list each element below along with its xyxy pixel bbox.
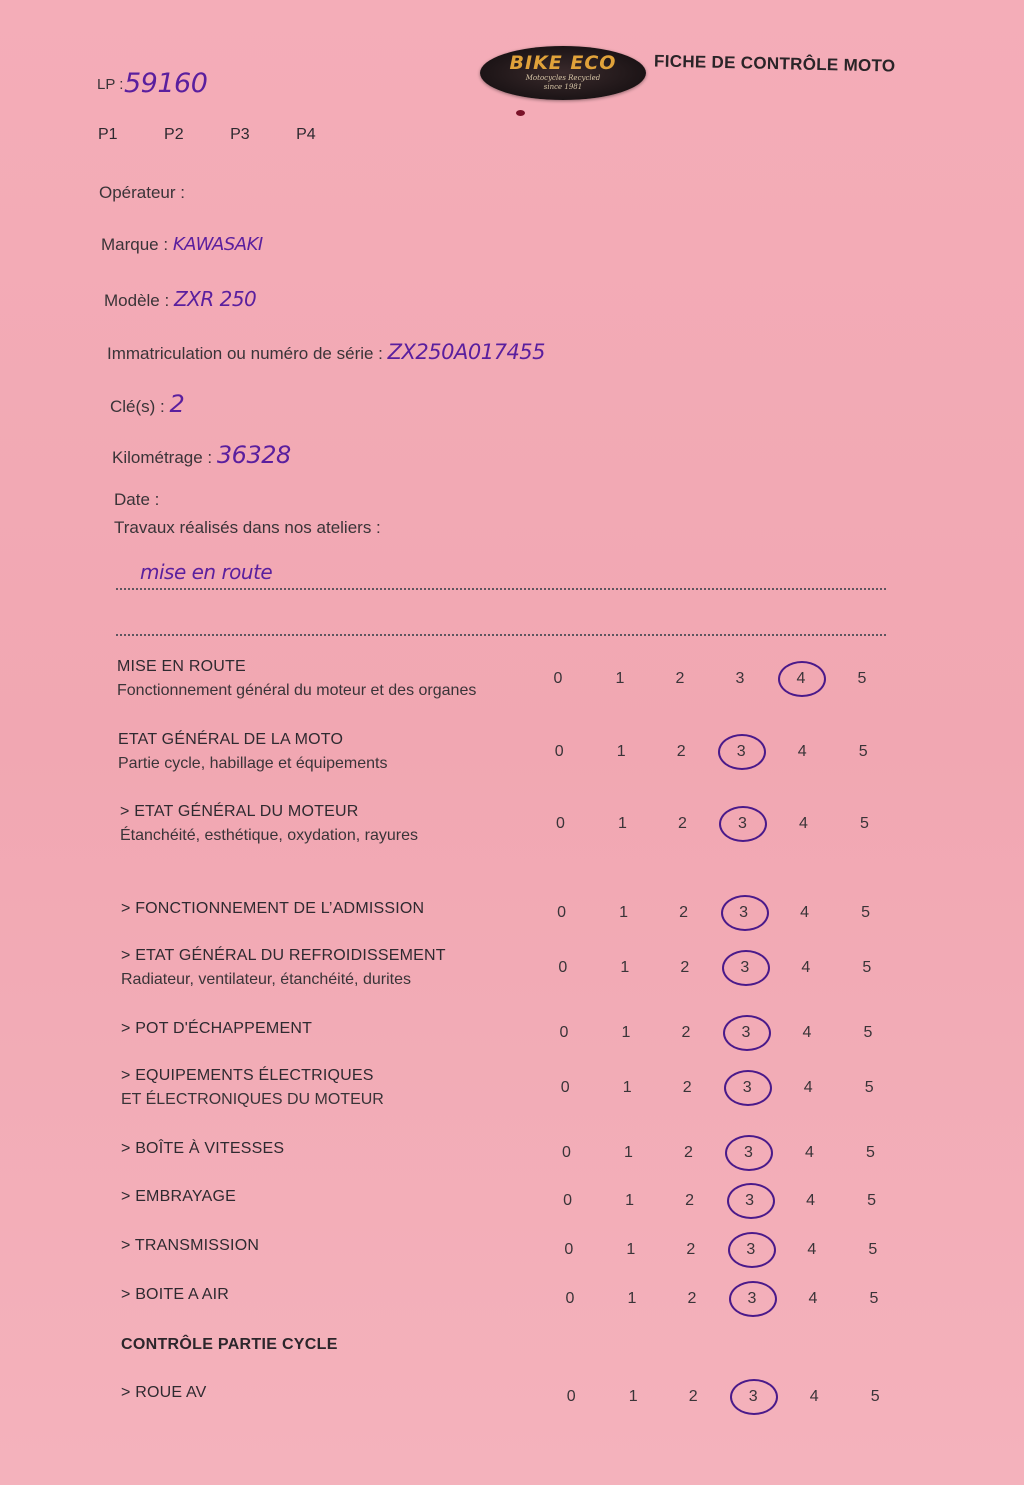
score-option[interactable]: 2 (676, 743, 686, 760)
score-option[interactable]: 2 (685, 1192, 695, 1209)
score-option[interactable]: 2 (686, 1241, 696, 1258)
score-option-selected[interactable]: 3 (739, 1192, 761, 1210)
score-option[interactable]: 5 (859, 815, 869, 832)
score-option[interactable]: 1 (617, 815, 627, 832)
score-option[interactable]: 2 (679, 904, 689, 921)
kilometrage-label: Kilométrage : (112, 448, 213, 467)
logo-subtitle-1: Motocycles Recycled (525, 74, 601, 82)
section-partie-cycle: CONTRÔLE PARTIE CYCLE (121, 1336, 338, 1353)
lp-label: LP : (97, 76, 124, 93)
check-subtitle: Radiateur, ventilateur, étanchéité, durites (121, 971, 411, 988)
score-option[interactable]: 4 (803, 1079, 813, 1096)
score-option[interactable]: 0 (554, 743, 564, 760)
score-option-selected[interactable]: 3 (735, 1024, 757, 1042)
score-option[interactable]: 0 (553, 670, 563, 687)
score-option[interactable]: 1 (625, 1192, 635, 1209)
score-option[interactable]: 5 (861, 904, 871, 921)
score-option[interactable]: 5 (862, 959, 872, 976)
p4-label: P4 (296, 126, 316, 143)
score-option[interactable]: 1 (627, 1290, 637, 1307)
score-option[interactable]: 5 (857, 670, 867, 687)
score-option[interactable]: 0 (559, 1024, 569, 1041)
score-option-selected[interactable]: 3 (741, 1290, 763, 1308)
score-option[interactable]: 1 (616, 743, 626, 760)
score-option[interactable]: 4 (800, 904, 810, 921)
score-option[interactable]: 5 (858, 743, 868, 760)
score-option-selected[interactable]: 3 (733, 904, 755, 922)
score-option[interactable]: 1 (623, 1144, 633, 1161)
score-option-selected[interactable]: 3 (742, 1388, 764, 1406)
check-title: > BOITE A AIR (121, 1286, 229, 1303)
check-subtitle: Étanchéité, esthétique, oxydation, rayures (120, 827, 418, 844)
kilometrage-value: 36328 (216, 441, 291, 469)
score-option[interactable]: 0 (565, 1290, 575, 1307)
check-title: > ETAT GÉNÉRAL DU MOTEUR (120, 803, 359, 820)
score-option[interactable]: 0 (563, 1192, 573, 1209)
check-title: > FONCTIONNEMENT DE L’ADMISSION (121, 900, 425, 917)
score-option[interactable]: 5 (868, 1241, 878, 1258)
score-option[interactable]: 2 (681, 1024, 691, 1041)
modele-label: Modèle : (104, 291, 170, 310)
operateur-label: Opérateur : (99, 183, 185, 202)
score-option[interactable]: 1 (620, 959, 630, 976)
score-option[interactable]: 5 (865, 1144, 875, 1161)
score-option[interactable]: 0 (561, 1144, 571, 1161)
score-option[interactable]: 4 (806, 1192, 816, 1209)
score-option[interactable]: 2 (675, 670, 685, 687)
immatriculation-label: Immatriculation ou numéro de série : (107, 344, 383, 363)
check-subtitle: ET ÉLECTRONIQUES DU MOTEUR (121, 1091, 384, 1108)
score-option[interactable]: 4 (804, 1144, 814, 1161)
score-option[interactable]: 4 (808, 1290, 818, 1307)
score-option-selected[interactable]: 3 (736, 1079, 758, 1097)
score-option[interactable]: 5 (869, 1290, 879, 1307)
score-option[interactable]: 0 (564, 1241, 574, 1258)
check-title: > EQUIPEMENTS ÉLECTRIQUES (121, 1067, 374, 1084)
check-subtitle: Fonctionnement général du moteur et des organes (117, 682, 477, 699)
marque-label: Marque : (101, 235, 169, 254)
score-option-selected[interactable]: 3 (730, 743, 752, 761)
logo-text: BIKE ECO (509, 52, 617, 74)
score-option[interactable]: 2 (682, 1079, 692, 1096)
check-title: ETAT GÉNÉRAL DE LA MOTO (118, 731, 344, 748)
score-option[interactable]: 4 (801, 959, 811, 976)
check-title: MISE EN ROUTE (117, 658, 246, 675)
score-option[interactable]: 5 (870, 1388, 880, 1405)
travaux-value: mise en route (140, 560, 273, 584)
score-option[interactable]: 2 (688, 1388, 698, 1405)
cles-label: Clé(s) : (110, 397, 165, 416)
score-option[interactable]: 2 (677, 815, 687, 832)
score-option[interactable]: 2 (680, 959, 690, 976)
score-option[interactable]: 1 (621, 1024, 631, 1041)
score-option[interactable]: 0 (566, 1388, 576, 1405)
score-option-selected[interactable]: 4 (790, 670, 812, 688)
score-option[interactable]: 2 (683, 1144, 693, 1161)
score-option[interactable]: 4 (807, 1241, 817, 1258)
document-title: FICHE DE CONTRÔLE MOTO (653, 51, 896, 76)
check-title: > EMBRAYAGE (121, 1188, 236, 1205)
score-option[interactable]: 4 (798, 815, 808, 832)
score-option[interactable]: 5 (867, 1192, 877, 1209)
score-option[interactable]: 5 (864, 1079, 874, 1096)
check-title: > BOÎTE À VITESSES (121, 1140, 285, 1157)
score-option[interactable]: 4 (809, 1388, 819, 1405)
score-option[interactable]: 3 (735, 670, 745, 687)
score-option[interactable]: 5 (863, 1024, 873, 1041)
score-option[interactable]: 1 (619, 904, 629, 921)
score-option-selected[interactable]: 3 (740, 1241, 762, 1259)
score-option-selected[interactable]: 3 (731, 815, 753, 833)
score-option[interactable]: 0 (557, 904, 567, 921)
score-option[interactable]: 0 (555, 815, 565, 832)
score-option[interactable]: 1 (626, 1241, 636, 1258)
travaux-label: Travaux réalisés dans nos ateliers : (114, 518, 381, 537)
p3-label: P3 (230, 126, 250, 143)
p1-label: P1 (98, 126, 118, 143)
score-option-selected[interactable]: 3 (737, 1144, 759, 1162)
lp-value: 59160 (124, 68, 208, 99)
check-title: > POT D'ÉCHAPPEMENT (121, 1020, 313, 1037)
check-subtitle: Partie cycle, habillage et équipements (118, 755, 388, 772)
p2-label: P2 (164, 126, 184, 143)
score-option[interactable]: 4 (802, 1024, 812, 1041)
check-title: > TRANSMISSION (121, 1237, 260, 1254)
date-label: Date : (114, 490, 160, 509)
score-option[interactable]: 1 (615, 670, 625, 687)
score-option[interactable]: 1 (628, 1388, 638, 1405)
score-option[interactable]: 4 (797, 743, 807, 760)
immatriculation-value: ZX250A017455 (387, 340, 546, 364)
check-title: > ROUE AV (121, 1384, 207, 1401)
score-option[interactable]: 0 (558, 959, 568, 976)
score-option[interactable]: 0 (560, 1079, 570, 1096)
check-title: > ETAT GÉNÉRAL DU REFROIDISSEMENT (121, 947, 446, 964)
modele-value: ZXR 250 (173, 287, 257, 311)
score-option[interactable]: 2 (687, 1290, 697, 1307)
score-option-selected[interactable]: 3 (734, 959, 756, 977)
score-option[interactable]: 1 (622, 1079, 632, 1096)
logo-subtitle-2: since 1981 (543, 83, 583, 91)
marque-value: KAWASAKI (172, 234, 263, 255)
cles-value: 2 (169, 390, 185, 418)
